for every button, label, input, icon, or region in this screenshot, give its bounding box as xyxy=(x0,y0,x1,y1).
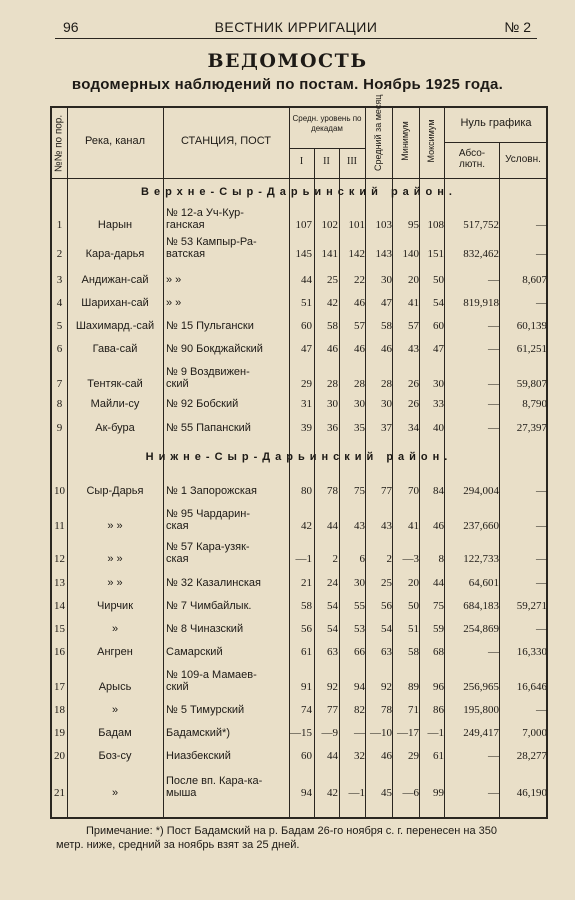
zero-conditional: 61,251 xyxy=(516,343,547,355)
zero-conditional: 60,139 xyxy=(516,320,547,332)
decade-2: 24 xyxy=(327,577,338,589)
decade-1: 61 xyxy=(301,646,312,658)
zero-absolute: 256,965 xyxy=(463,681,499,693)
col-header-cond: Условн. xyxy=(505,154,541,165)
decade-3: 35 xyxy=(354,422,365,434)
zero-conditional: 8,607 xyxy=(522,274,547,286)
station-name: № 95 Чардарин- ская xyxy=(166,508,250,532)
river-name: Ак-бура xyxy=(95,422,135,434)
minimum: —6 xyxy=(402,787,419,799)
zero-absolute: 64,601 xyxy=(468,577,499,589)
zero-absolute: 254,869 xyxy=(463,623,499,635)
col-header-abs: Абсо- лютн. xyxy=(458,148,486,170)
decade-1: 60 xyxy=(301,320,312,332)
decade-3: 94 xyxy=(354,681,365,693)
river-name: » » xyxy=(107,520,123,532)
decade-1: 145 xyxy=(295,248,312,260)
decade-3: 6 xyxy=(359,553,365,565)
row-number: 9 xyxy=(56,422,63,434)
decade-2: 63 xyxy=(327,646,338,658)
row-number: 2 xyxy=(56,248,63,260)
row-number: 18 xyxy=(54,704,65,716)
decade-1: —15 xyxy=(290,727,312,739)
decade-2: 46 xyxy=(327,343,338,355)
river-name: Чирчик xyxy=(96,600,134,612)
month-average: 78 xyxy=(381,704,392,716)
zero-absolute: 684,183 xyxy=(463,600,499,612)
zero-absolute: — xyxy=(488,750,499,762)
decade-2: 92 xyxy=(327,681,338,693)
decade-1: —1 xyxy=(295,553,312,565)
decade-2: 78 xyxy=(327,485,338,497)
col-header-station: СТАНЦИЯ, ПОСТ xyxy=(180,135,272,147)
zero-conditional: 27,397 xyxy=(516,422,547,434)
decade-3: 46 xyxy=(354,297,365,309)
decade-2: 30 xyxy=(327,398,338,410)
zero-absolute: — xyxy=(488,398,499,410)
decade-1: 51 xyxy=(301,297,312,309)
river-name: Нарын xyxy=(97,219,133,231)
decade-3: 30 xyxy=(354,577,365,589)
station-name: № 57 Кара-узяк- ская xyxy=(166,541,250,565)
footnote-line-1: Примечание: *) Пост Бадамский на р. Бадам 26-го ноября с. г. перенесен на 350 xyxy=(86,825,498,837)
decade-3: 142 xyxy=(348,248,365,260)
month-average: 47 xyxy=(381,297,392,309)
row-number: 8 xyxy=(56,398,63,410)
row-number: 12 xyxy=(54,553,65,565)
river-name: Арысь xyxy=(98,681,132,693)
zero-absolute: — xyxy=(488,378,499,390)
decade-2: 28 xyxy=(327,378,338,390)
decade-1: 74 xyxy=(301,704,312,716)
station-name: После вп. Кара-ка- мыша xyxy=(166,775,263,799)
maximum: 33 xyxy=(433,398,444,410)
river-name: Андижан-сай xyxy=(81,274,149,286)
col-header-d1: I xyxy=(299,156,304,167)
minimum: 58 xyxy=(408,646,419,658)
document-subtitle: водомерных наблюдений по постам. Ноябрь 1925 года. xyxy=(71,76,504,93)
decade-2: 77 xyxy=(327,704,338,716)
maximum: 40 xyxy=(433,422,444,434)
zero-conditional: 59,271 xyxy=(516,600,547,612)
row-number: 17 xyxy=(54,681,65,693)
decade-3: 75 xyxy=(354,485,365,497)
station-name: № 8 Чиназский xyxy=(166,623,244,635)
decade-1: 107 xyxy=(295,219,312,231)
station-name: № 7 Чимбайлык. xyxy=(166,600,252,612)
row-number: 1 xyxy=(56,219,63,231)
month-average: 58 xyxy=(381,320,392,332)
decade-3: 66 xyxy=(354,646,365,658)
decade-2: 141 xyxy=(321,248,338,260)
decade-3: 82 xyxy=(354,704,365,716)
footnote xyxy=(56,824,556,852)
zero-conditional: 8,790 xyxy=(522,398,547,410)
row-number: 6 xyxy=(56,343,63,355)
river-name: Боз-су xyxy=(98,750,132,762)
minimum: 51 xyxy=(408,623,419,635)
decade-3: 30 xyxy=(354,398,365,410)
zero-absolute: — xyxy=(488,787,499,799)
minimum: 20 xyxy=(408,274,419,286)
month-average: 103 xyxy=(375,219,392,231)
decade-1: 94 xyxy=(301,787,312,799)
river-name: Ангрен xyxy=(97,646,133,658)
observation-table xyxy=(50,94,548,819)
month-average: 45 xyxy=(381,787,392,799)
decade-1: 60 xyxy=(301,750,312,762)
decade-1: 31 xyxy=(301,398,312,410)
station-name: № 15 Пульгански xyxy=(166,320,254,332)
river-name: Гава-сай xyxy=(92,343,138,355)
minimum: 50 xyxy=(408,600,419,612)
zero-conditional: 7,000 xyxy=(522,727,547,739)
row-number: 10 xyxy=(54,485,65,497)
row-number: 15 xyxy=(54,623,65,635)
minimum: 71 xyxy=(408,704,419,716)
decade-2: 54 xyxy=(327,623,338,635)
row-number: 7 xyxy=(56,378,63,390)
maximum: 151 xyxy=(427,248,444,260)
col-header-max: Моксимум xyxy=(426,119,436,163)
footnote-line-2: метр. ниже, средний за ноябрь взят за 25 дней. xyxy=(56,839,300,851)
station-name: № 9 Воздвижен- ский xyxy=(166,366,250,390)
decade-2: 42 xyxy=(327,297,338,309)
decade-2: 2 xyxy=(332,553,338,565)
month-average: 143 xyxy=(375,248,392,260)
decade-3: 22 xyxy=(354,274,365,286)
minimum: 70 xyxy=(408,485,419,497)
river-name: Сыр-Дарья xyxy=(86,485,144,497)
station-name: Самарский xyxy=(166,646,223,658)
row-number: 20 xyxy=(54,750,65,762)
minimum: 140 xyxy=(402,248,419,260)
station-name: № 5 Тимурский xyxy=(166,704,245,716)
month-average: 25 xyxy=(381,577,392,589)
month-average: 63 xyxy=(381,646,392,658)
col-header-min: Минимум xyxy=(400,121,410,161)
zero-absolute: — xyxy=(488,274,499,286)
month-average: 28 xyxy=(381,378,392,390)
station-name: Бадамский*) xyxy=(166,727,230,739)
decade-3: 46 xyxy=(354,343,365,355)
decade-2: 58 xyxy=(327,320,338,332)
zero-conditional: 16,646 xyxy=(516,681,547,693)
month-average: 30 xyxy=(381,274,392,286)
month-average: 37 xyxy=(381,422,392,434)
zero-conditional: — xyxy=(536,297,547,309)
row-number: 11 xyxy=(54,520,65,532)
zero-absolute: — xyxy=(488,646,499,658)
month-average: 30 xyxy=(381,398,392,410)
maximum: —1 xyxy=(427,727,444,739)
zero-conditional: 46,190 xyxy=(516,787,547,799)
col-header-river: Река, канал xyxy=(84,135,146,147)
month-average: 2 xyxy=(386,553,392,565)
row-number: 21 xyxy=(54,787,65,799)
station-name: » » xyxy=(166,297,182,309)
minimum: 34 xyxy=(408,422,419,434)
col-header-d2: II xyxy=(323,156,330,167)
station-name: Ниазбекский xyxy=(166,750,231,762)
station-name: № 92 Бобский xyxy=(166,398,239,410)
col-header-month-avg: Средний за месяц xyxy=(373,94,383,171)
maximum: 44 xyxy=(433,577,444,589)
zero-conditional: 59,807 xyxy=(516,378,547,390)
decade-3: 57 xyxy=(354,320,365,332)
minimum: 26 xyxy=(408,398,419,410)
river-name: » xyxy=(111,787,119,799)
decade-1: 42 xyxy=(301,520,312,532)
decade-2: 44 xyxy=(327,520,338,532)
zero-conditional: — xyxy=(536,219,547,231)
zero-absolute: 122,733 xyxy=(463,553,499,565)
decade-2: 54 xyxy=(327,600,338,612)
maximum: 47 xyxy=(433,343,444,355)
zero-absolute: — xyxy=(488,320,499,332)
maximum: 50 xyxy=(433,274,444,286)
station-name: » » xyxy=(166,274,182,286)
zero-absolute: 237,660 xyxy=(463,520,499,532)
decade-3: 55 xyxy=(354,600,365,612)
zero-conditional: — xyxy=(536,553,547,565)
maximum: 61 xyxy=(433,750,444,762)
decade-1: 56 xyxy=(301,623,312,635)
decade-2: 25 xyxy=(327,274,338,286)
station-name: № 109-а Мамаев- ский xyxy=(166,669,257,693)
zero-conditional: — xyxy=(536,704,547,716)
zero-conditional: — xyxy=(536,248,547,260)
issue-number: № 2 xyxy=(504,19,531,35)
minimum: 43 xyxy=(408,343,419,355)
station-name: № 90 Бокджайский xyxy=(166,343,263,355)
station-name: № 32 Казалинская xyxy=(166,577,261,589)
station-name: № 12-а Уч-Кур- ганская xyxy=(166,207,244,231)
decade-2: 102 xyxy=(321,219,338,231)
decade-3: — xyxy=(354,727,365,739)
river-name: » » xyxy=(107,553,123,565)
maximum: 54 xyxy=(433,297,444,309)
month-average: 46 xyxy=(381,343,392,355)
decade-3: —1 xyxy=(348,787,365,799)
decade-3: 53 xyxy=(354,623,365,635)
maximum: 30 xyxy=(433,378,444,390)
zero-absolute: — xyxy=(488,343,499,355)
row-number: 14 xyxy=(54,600,65,612)
minimum: 89 xyxy=(408,681,419,693)
zero-absolute: 819,918 xyxy=(463,297,499,309)
river-name: Тентяк-сай xyxy=(87,378,143,390)
maximum: 59 xyxy=(433,623,444,635)
col-header-d3: III xyxy=(347,156,357,167)
maximum: 108 xyxy=(427,219,444,231)
zero-conditional: — xyxy=(536,485,547,497)
col-header-no: №№ по пор. xyxy=(53,114,65,173)
zero-conditional: — xyxy=(536,623,547,635)
zero-conditional: — xyxy=(536,577,547,589)
maximum: 75 xyxy=(433,600,444,612)
decade-2: 36 xyxy=(327,422,338,434)
col-header-avg-level: Средн. уровень по декадам xyxy=(292,114,362,133)
maximum: 84 xyxy=(433,485,444,497)
zero-conditional: 16,330 xyxy=(516,646,547,658)
maximum: 60 xyxy=(433,320,444,332)
zero-absolute: 832,462 xyxy=(463,248,499,260)
row-number: 16 xyxy=(54,646,65,658)
decade-3: 43 xyxy=(354,520,365,532)
zero-absolute: — xyxy=(488,422,499,434)
zero-absolute: 249,417 xyxy=(463,727,499,739)
decade-2: 42 xyxy=(327,787,338,799)
decade-1: 44 xyxy=(301,274,312,286)
decade-1: 39 xyxy=(301,422,312,434)
minimum: 20 xyxy=(408,577,419,589)
river-name: » » xyxy=(107,577,123,589)
decade-1: 80 xyxy=(301,485,312,497)
month-average: 43 xyxy=(381,520,392,532)
station-name: № 53 Кампыр-Ра- ватская xyxy=(166,236,257,260)
minimum: 29 xyxy=(408,750,419,762)
zero-absolute: 294,004 xyxy=(463,485,499,497)
minimum: —17 xyxy=(397,727,419,739)
decade-1: 47 xyxy=(301,343,312,355)
month-average: 92 xyxy=(381,681,392,693)
row-number: 3 xyxy=(56,274,63,286)
row-number: 19 xyxy=(54,727,65,739)
minimum: —3 xyxy=(402,553,419,565)
month-average: —10 xyxy=(370,727,392,739)
station-name: № 1 Запорожская xyxy=(166,485,257,497)
row-number: 13 xyxy=(54,577,65,589)
river-name: Майли-су xyxy=(90,398,140,410)
month-average: 46 xyxy=(381,750,392,762)
zero-conditional: — xyxy=(536,520,547,532)
minimum: 95 xyxy=(408,219,419,231)
maximum: 8 xyxy=(438,553,444,565)
minimum: 57 xyxy=(408,320,419,332)
zero-conditional: 28,277 xyxy=(516,750,547,762)
river-name: Бадам xyxy=(98,727,132,739)
maximum: 46 xyxy=(433,520,444,532)
river-name: Кара-дарья xyxy=(85,248,145,260)
decade-3: 101 xyxy=(348,219,365,231)
decade-1: 21 xyxy=(301,577,312,589)
month-average: 56 xyxy=(381,600,392,612)
journal-title: ВЕСТНИК ИРРИГАЦИИ xyxy=(214,19,378,35)
running-header xyxy=(55,16,537,39)
row-number: 4 xyxy=(56,297,63,309)
decade-3: 28 xyxy=(354,378,365,390)
station-name: № 55 Папанский xyxy=(166,422,251,434)
maximum: 99 xyxy=(433,787,444,799)
zero-absolute: 195,800 xyxy=(463,704,499,716)
maximum: 96 xyxy=(433,681,444,693)
maximum: 86 xyxy=(433,704,444,716)
minimum: 41 xyxy=(408,520,419,532)
river-name: » xyxy=(111,704,119,716)
col-header-zero: Нуль графика xyxy=(460,117,532,129)
section-title: Верхне-Сыр-Дарьинский район. xyxy=(141,186,457,198)
river-name: » xyxy=(111,623,119,635)
maximum: 68 xyxy=(433,646,444,658)
decade-1: 58 xyxy=(301,600,312,612)
decade-1: 29 xyxy=(301,378,312,390)
document-title: ВЕДОМОСТЬ xyxy=(207,50,368,72)
page-number: 96 xyxy=(63,19,79,35)
decade-1: 91 xyxy=(301,681,312,693)
month-average: 54 xyxy=(381,623,392,635)
section-title: Нижне-Сыр-Дарьинский район. xyxy=(145,451,453,463)
river-name: Шарихан-сай xyxy=(81,297,149,309)
decade-3: 32 xyxy=(354,750,365,762)
row-number: 5 xyxy=(56,320,63,332)
minimum: 26 xyxy=(408,378,419,390)
river-name: Шахимард.-сай xyxy=(75,320,155,332)
decade-2: —9 xyxy=(321,727,338,739)
zero-absolute: 517,752 xyxy=(463,219,499,231)
decade-2: 44 xyxy=(327,750,338,762)
minimum: 41 xyxy=(408,297,419,309)
month-average: 77 xyxy=(381,485,392,497)
